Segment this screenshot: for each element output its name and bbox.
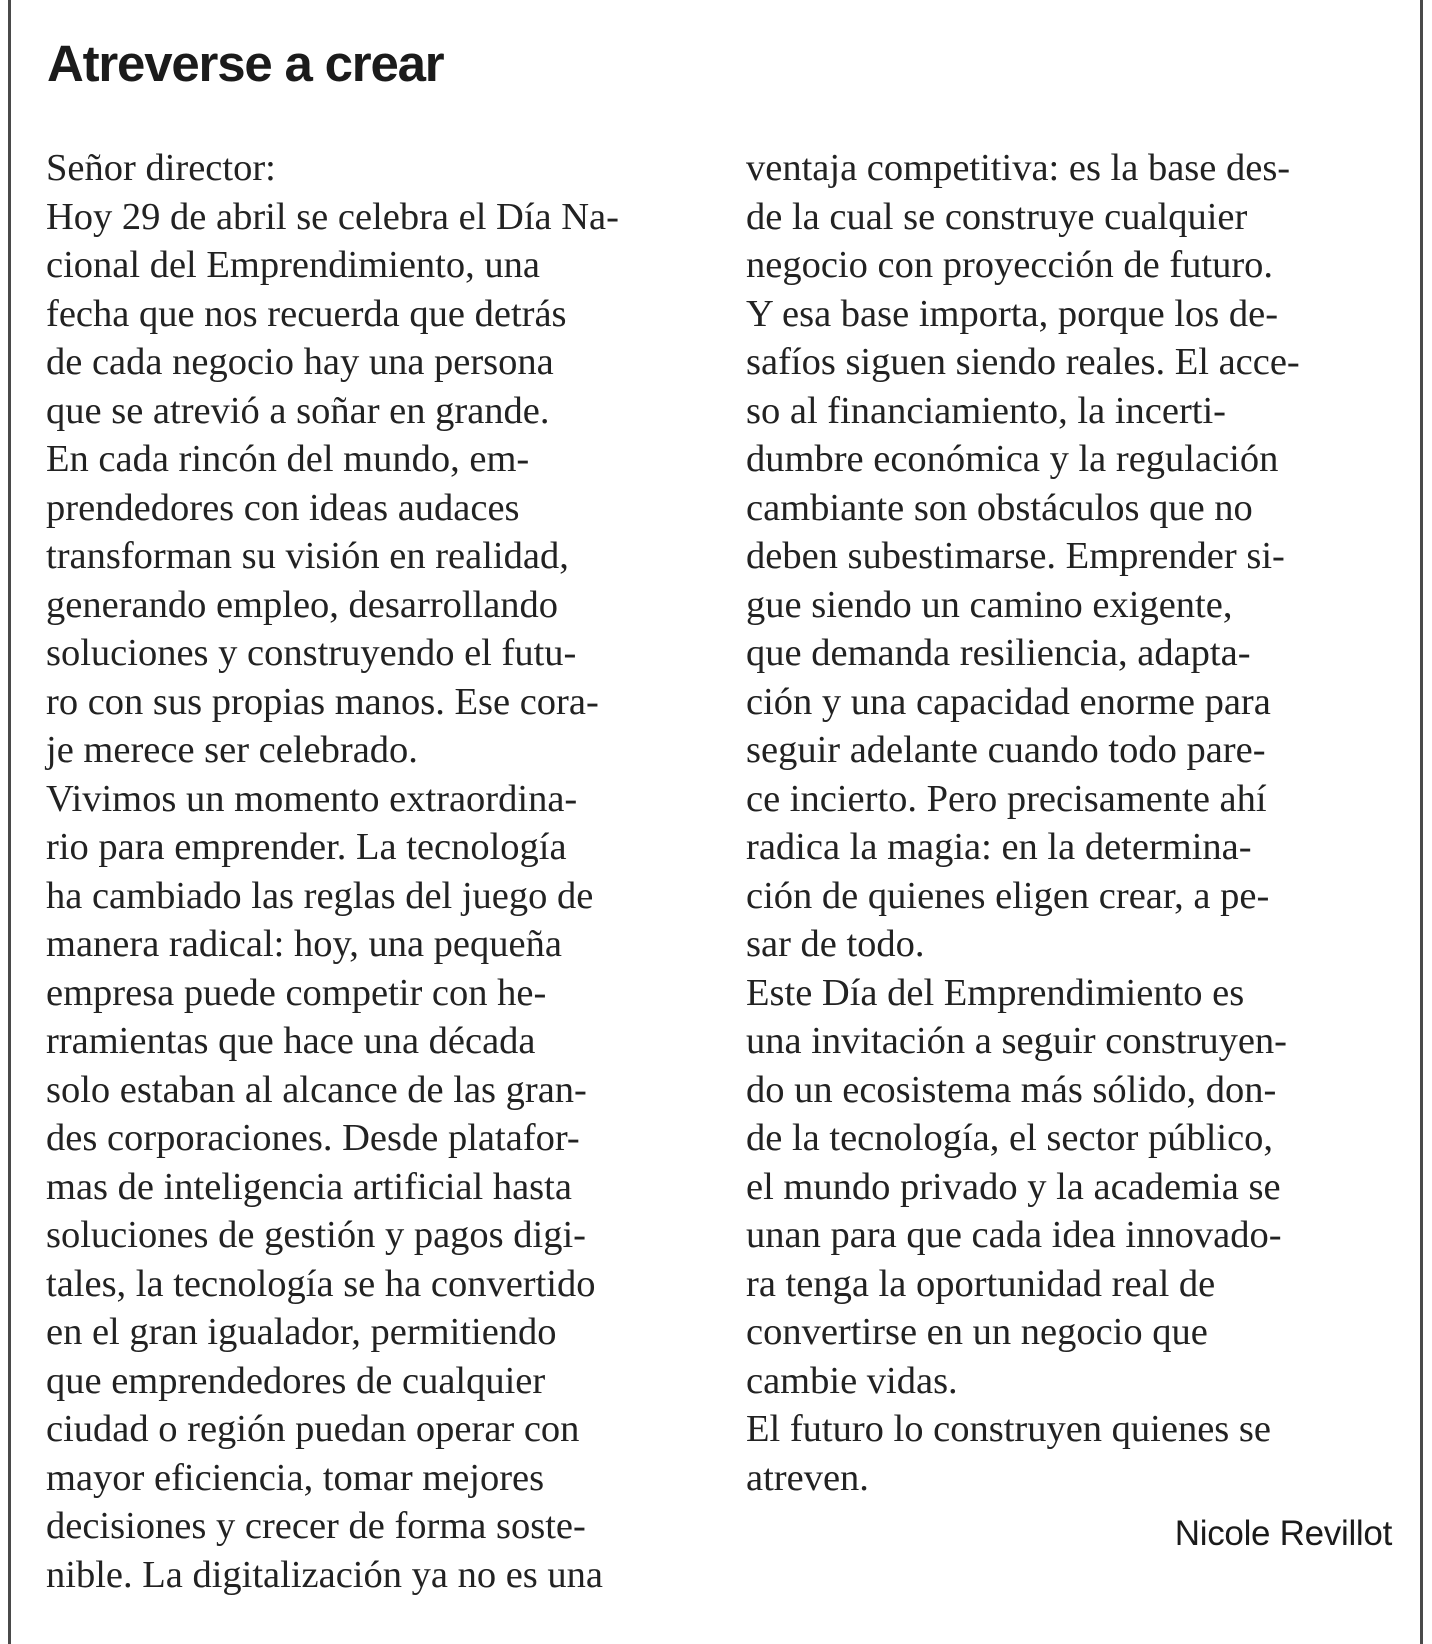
text-line: de la tecnología, el sector público, — [746, 1117, 1274, 1159]
text-line: rio para emprender. La tecnología — [46, 826, 567, 868]
text-line: ventaja competitiva: es la base des- — [746, 147, 1291, 189]
text-line: sar de todo. — [746, 923, 925, 965]
text-line: ha cambiado las reglas del juego de — [46, 874, 594, 917]
text-line: so al financiamiento, la incerti- — [746, 389, 1226, 432]
text-line: atreven. — [746, 1456, 869, 1499]
text-line: El futuro lo construyen quienes se — [746, 1408, 1271, 1450]
text-line: cambie vidas. — [746, 1359, 958, 1402]
text-line: mayor eficiencia, tomar mejores — [46, 1456, 545, 1499]
text-line: fecha que nos recuerda que detrás — [46, 292, 567, 335]
text-line: que se atrevió a soñar en grande. — [46, 389, 550, 432]
text-line: dumbre económica y la regulación — [746, 438, 1279, 480]
text-line: ción de quienes eligen crear, a pe- — [746, 874, 1270, 917]
text-line: deben subestimarse. Emprender si- — [746, 535, 1285, 577]
text-line: nible. La digitalización ya no es una — [46, 1553, 603, 1596]
text-line: des corporaciones. Desde platafor- — [46, 1117, 580, 1159]
text-line: generando empleo, desarrollando — [46, 583, 559, 626]
text-line: decisiones y crecer de forma soste- — [46, 1505, 586, 1547]
text-line: do un ecosistema más sólido, don- — [746, 1068, 1277, 1111]
text-line: safíos siguen siendo reales. El acce- — [746, 341, 1300, 383]
text-line: convertirse en un negocio que — [746, 1311, 1208, 1353]
text-line: cambiante son obstáculos que no — [746, 486, 1253, 529]
text-line: empresa puede competir con he- — [46, 971, 547, 1014]
left-border-rule — [8, 0, 11, 1644]
text-line: seguir adelante cuando todo pare- — [746, 729, 1266, 771]
text-line: Y esa base importa, porque los de- — [746, 292, 1279, 335]
text-line: negocio con proyección de futuro. — [746, 244, 1274, 286]
text-line: Señor director: — [46, 147, 276, 189]
text-line: ce incierto. Pero precisamente ahí — [746, 777, 1267, 820]
text-line: transforman su visión en realidad, — [46, 535, 569, 577]
text-line: cional del Emprendimiento, una — [46, 244, 540, 286]
text-line: Este Día del Emprendimiento es — [746, 971, 1245, 1014]
text-line: ciudad o región puedan operar con — [46, 1408, 580, 1450]
text-line: de cada negocio hay una persona — [46, 341, 554, 383]
letter-column-right — [746, 144, 1396, 1502]
text-line: unan para que cada idea innovado- — [746, 1214, 1282, 1256]
text-line: una invitación a seguir construyen- — [746, 1020, 1287, 1062]
text-line: Vivimos un momento extraordina- — [46, 777, 578, 820]
text-line: soluciones y construyendo el futu- — [46, 632, 577, 674]
text-line: tales, la tecnología se ha convertido — [46, 1262, 596, 1305]
text-line: soluciones de gestión y pagos digi- — [46, 1214, 586, 1256]
text-line: gue siendo un camino exigente, — [746, 583, 1233, 626]
text-line: mas de inteligencia artificial hasta — [46, 1165, 572, 1208]
text-line: de la cual se construye cualquier — [746, 195, 1248, 238]
text-line: solo estaban al alcance de las gran- — [46, 1068, 587, 1111]
text-line: que emprendedores de cualquier — [46, 1359, 546, 1402]
text-line: Hoy 29 de abril se celebra el Día Na- — [46, 195, 619, 238]
text-line: ción y una capacidad enorme para — [746, 680, 1271, 723]
text-line: ro con sus propias manos. Ese cora- — [46, 680, 599, 723]
text-line: en el gran igualador, permitiendo — [46, 1311, 557, 1353]
letter-column-left — [46, 144, 696, 1599]
text-line: que demanda resiliencia, adapta- — [746, 632, 1251, 674]
text-line: ra tenga la oportunidad real de — [746, 1262, 1216, 1305]
text-line: el mundo privado y la academia se — [746, 1165, 1281, 1208]
text-line: je merece ser celebrado. — [46, 729, 418, 771]
text-line: rramientas que hace una década — [46, 1020, 536, 1062]
author-signature: Nicole Revillot — [1174, 1514, 1392, 1553]
text-line: radica la magia: en la determina- — [746, 826, 1252, 868]
text-line: manera radical: hoy, una pequeña — [46, 923, 562, 965]
text-line: prendedores con ideas audaces — [46, 486, 520, 529]
right-border-rule — [1420, 0, 1423, 1644]
text-line: En cada rincón del mundo, em- — [46, 438, 530, 480]
headline: Atreverse a crear — [47, 35, 444, 92]
